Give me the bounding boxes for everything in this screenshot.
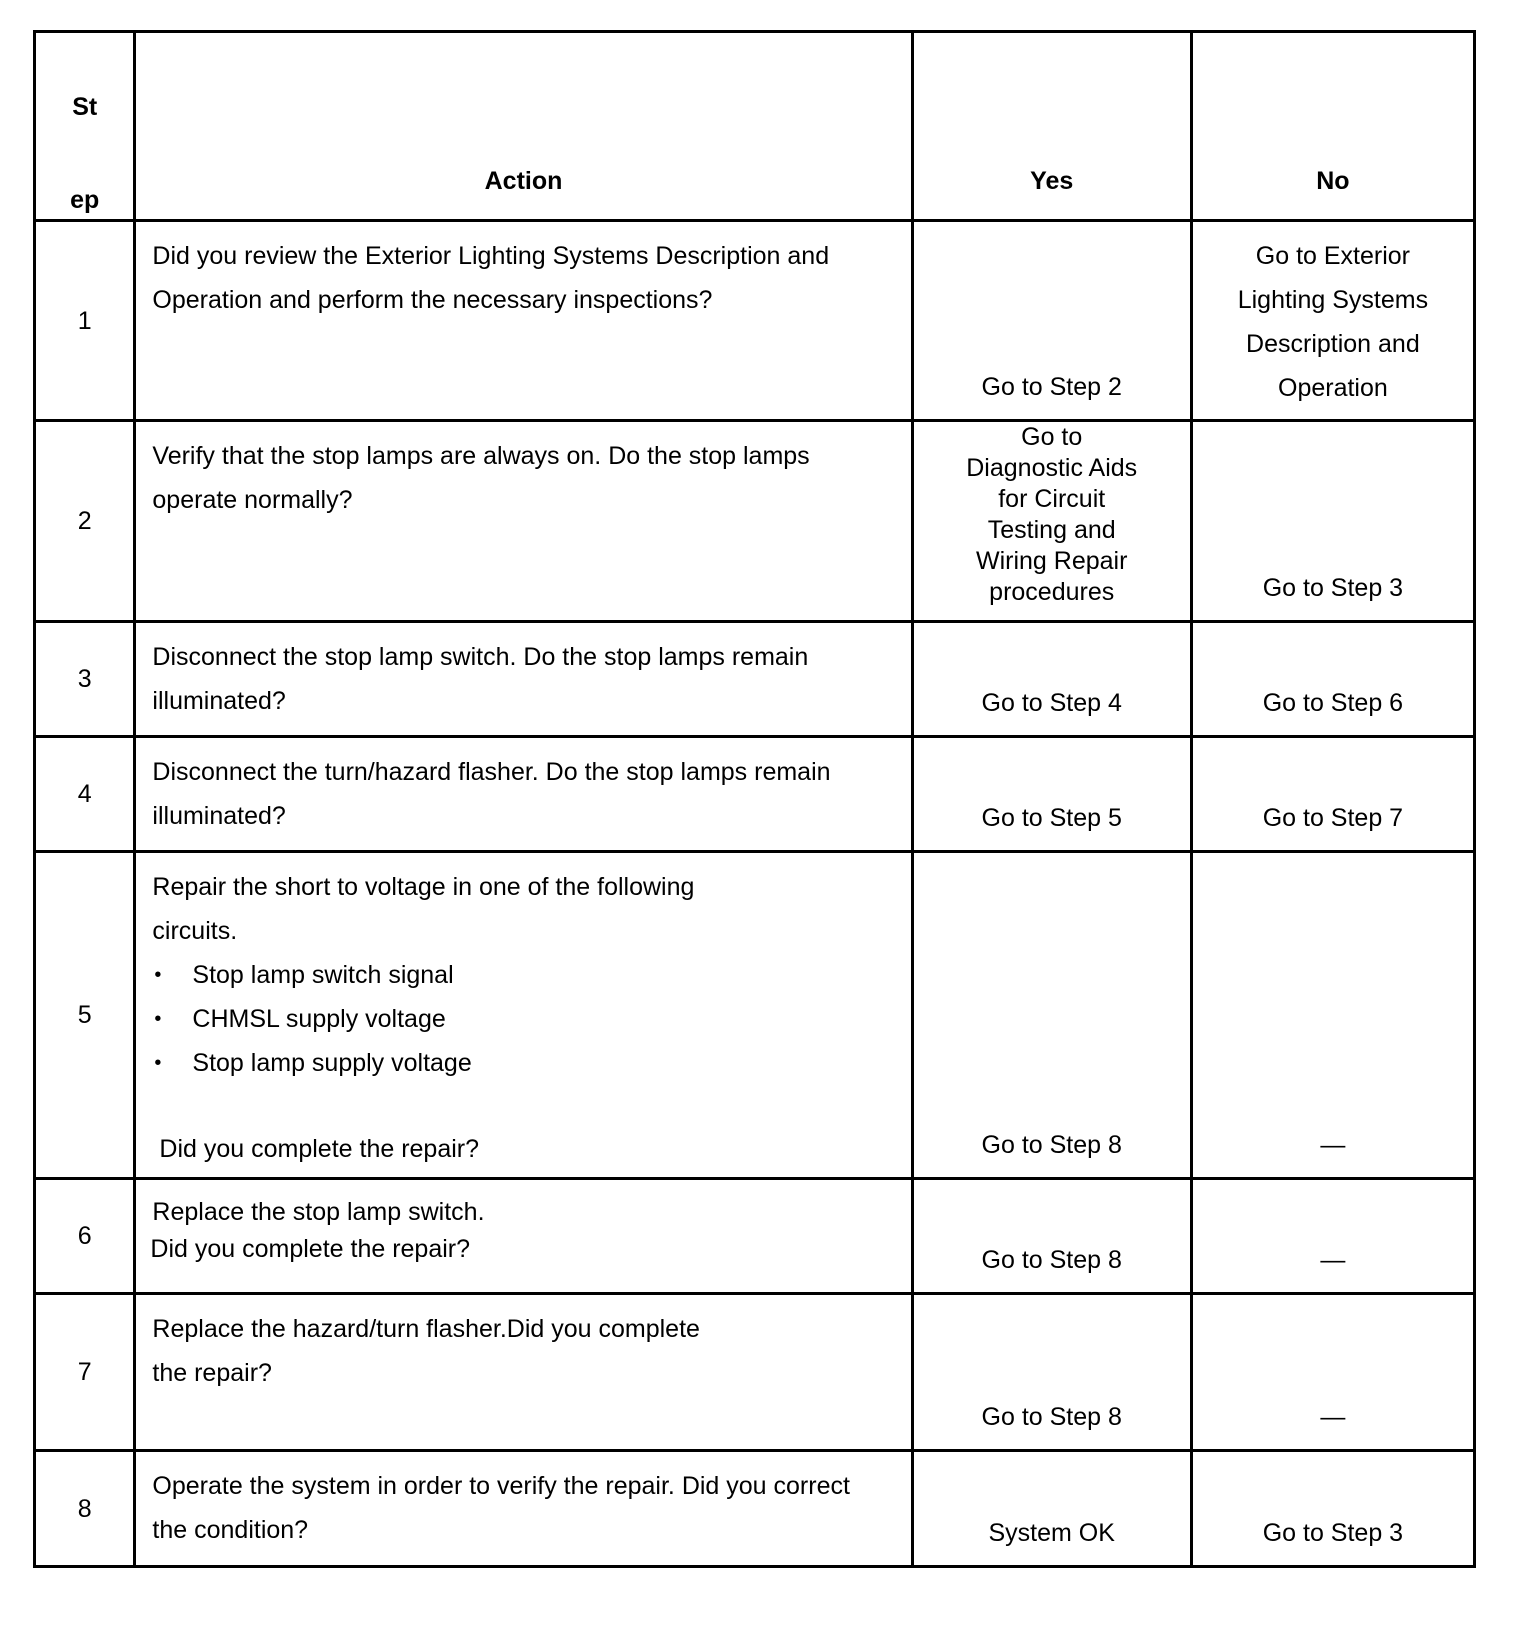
action-text: Operate the system in order to verify the repair. Did you correct the condition? xyxy=(135,1451,912,1567)
header-yes: Yes xyxy=(912,32,1191,221)
step-number: 2 xyxy=(35,421,135,622)
table-row xyxy=(35,852,1475,1179)
yes-result: Go to Diagnostic Aids for Circuit Testing and Wiring Repair procedures xyxy=(912,421,1191,622)
yes-result: Go to Step 2 xyxy=(912,221,1191,421)
header-step: St ep xyxy=(35,32,135,221)
step-number: 5 xyxy=(35,852,135,1179)
table-row xyxy=(35,622,1475,737)
action-text xyxy=(135,852,912,1179)
step-number: 3 xyxy=(35,622,135,737)
list-item: • Stop lamp supply voltage xyxy=(152,1041,770,1085)
table-row xyxy=(35,221,1475,421)
yes-result: Go to Step 5 xyxy=(912,737,1191,852)
action-question: Did you complete the repair? xyxy=(159,1135,480,1163)
table-row xyxy=(35,737,1475,852)
no-result: Go to Step 6 xyxy=(1191,622,1474,737)
circuit-list xyxy=(152,953,770,1085)
list-item: • CHMSL supply voltage xyxy=(152,997,770,1041)
no-result: Go to Exterior Lighting Systems Description and Operation xyxy=(1191,221,1474,421)
action-line: Did you complete the repair? xyxy=(150,1235,471,1263)
action-text: Disconnect the turn/hazard flasher. Do the stop lamps remain illuminated? xyxy=(135,737,912,852)
table-row xyxy=(35,1451,1475,1567)
action-line: Replace the stop lamp switch. xyxy=(152,1198,485,1226)
no-result: Go to Step 7 xyxy=(1191,737,1474,852)
yes-result: Go to Step 4 xyxy=(912,622,1191,737)
no-result: Go to Step 3 xyxy=(1191,421,1474,622)
action-intro: Repair the short to voltage in one of the following circuits. xyxy=(152,873,695,945)
action-text: Replace the hazard/turn flasher.Did you complete the repair? xyxy=(135,1294,912,1451)
list-item: • Stop lamp switch signal xyxy=(152,953,770,997)
diagnostic-table xyxy=(33,30,1476,1568)
no-result: Go to Step 3 xyxy=(1191,1451,1474,1567)
no-result: — xyxy=(1191,1294,1474,1451)
yes-result: Go to Step 8 xyxy=(912,1179,1191,1294)
header-no: No xyxy=(1191,32,1474,221)
step-number: 1 xyxy=(35,221,135,421)
step-number: 6 xyxy=(35,1179,135,1294)
header-row xyxy=(35,32,1475,221)
action-text: Disconnect the stop lamp switch. Do the stop lamps remain illuminated? xyxy=(135,622,912,737)
table-row xyxy=(35,1294,1475,1451)
step-number: 8 xyxy=(35,1451,135,1567)
yes-result: Go to Step 8 xyxy=(912,1294,1191,1451)
no-result: — xyxy=(1191,852,1474,1179)
yes-result: Go to Step 8 xyxy=(912,852,1191,1179)
no-result: — xyxy=(1191,1179,1474,1294)
header-action: Action xyxy=(135,32,912,221)
action-text xyxy=(135,1179,912,1294)
step-number: 7 xyxy=(35,1294,135,1451)
yes-result: System OK xyxy=(912,1451,1191,1567)
table-row xyxy=(35,421,1475,622)
table-row xyxy=(35,1179,1475,1294)
action-text: Did you review the Exterior Lighting Systems Description and Operation and perform the necessary inspections? xyxy=(135,221,912,421)
step-number: 4 xyxy=(35,737,135,852)
action-text: Verify that the stop lamps are always on. Do the stop lamps operate normally? xyxy=(135,421,912,622)
